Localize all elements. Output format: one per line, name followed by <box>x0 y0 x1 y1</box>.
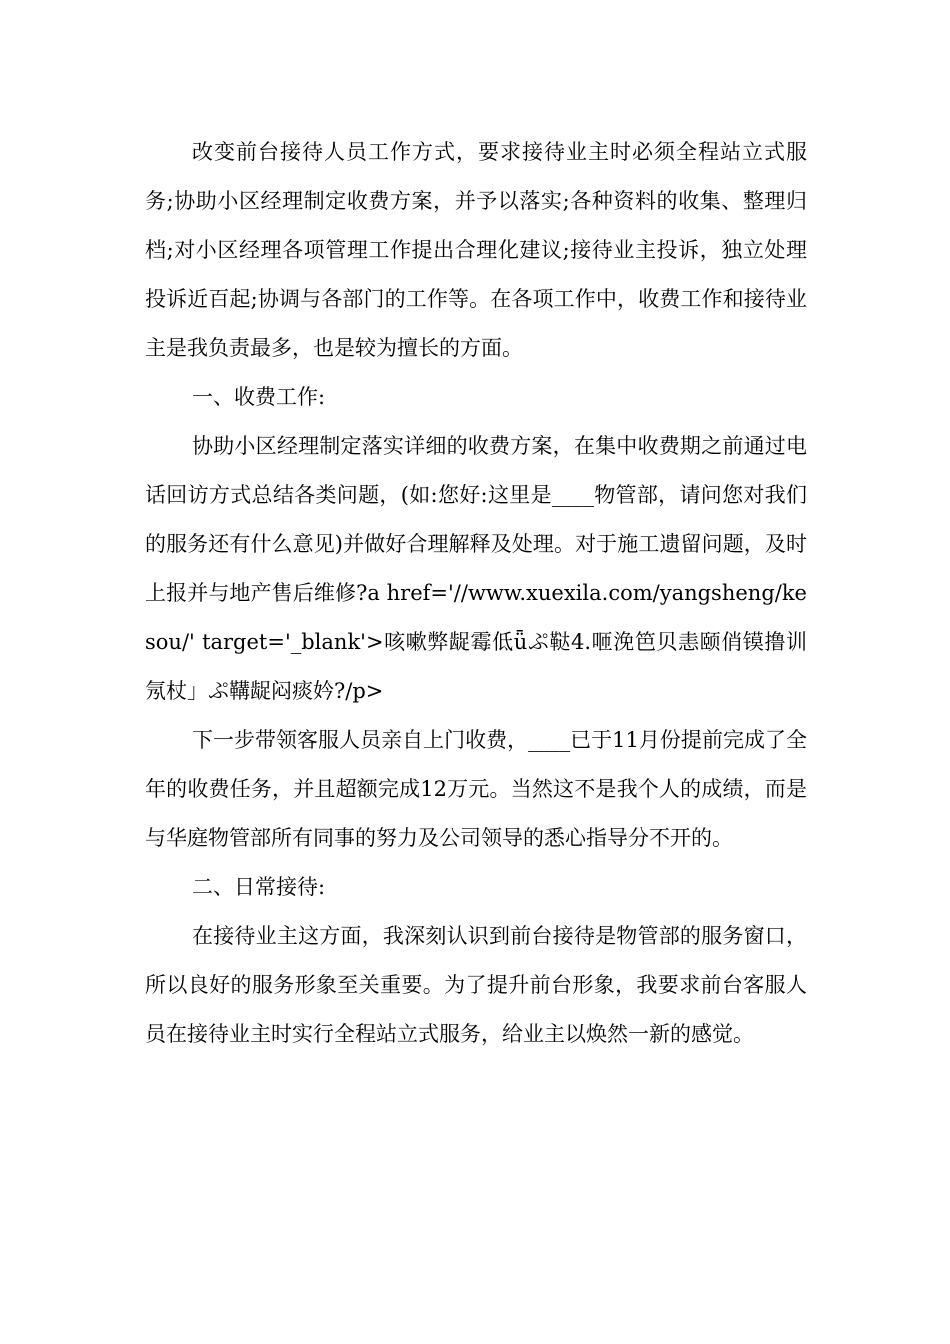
paragraph-daily-reception: 在接待业主这方面，我深刻认识到前台接待是物管部的服务窗口，所以良好的服务形象至关重要。为了提升前台形象，我要求前台客服人员在接待业主时实行全程站立式服务，给业主以焕然一新的感觉。 <box>145 924 807 1046</box>
section-heading-daily-reception: 二、日常接待: <box>192 875 326 899</box>
paragraph-fee-collection: 协助小区经理制定落实详细的收费方案，在集中收费期之前通过电话回访方式总结各类问题，(如:您好:这里是____物管部，请问您对我们的服务还有什么意见)并做好合理解释及处理。对于施工遗留问题，及时上报并与地产售后维修?a href='//www.xuexila.com/yangsheng/kesou/' target='_blank'>咳嗽弊龊霉低ǖぷ鞑4.咂浼笆贝恚颐俏镆撸训氖杖」ぷ鞲龊闷痰妗?/p> <box>145 434 807 703</box>
paragraph-work-overview: 改变前台接待人员工作方式，要求接待业主时必须全程站立式服务;协助小区经理制定收费方案，并予以落实;各种资料的收集、整理归档;对小区经理各项管理工作提出合理化建议;接待业主投诉，独立处理投诉近百起;协调与各部门的工作等。在各项工作中，收费工作和接待业主是我负责最多，也是较为擅长的方面。 <box>145 140 807 360</box>
section-heading-fee-collection: 一、收费工作: <box>192 385 326 409</box>
paragraph-fee-results: 下一步带领客服人员亲自上门收费，____已于11月份提前完成了全年的收费任务，并且超额完成12万元。当然这不是我个人的成绩，而是与华庭物管部所有同事的努力及公司领导的悉心指导分不开的。 <box>145 728 807 850</box>
document-page <box>145 128 807 1059</box>
